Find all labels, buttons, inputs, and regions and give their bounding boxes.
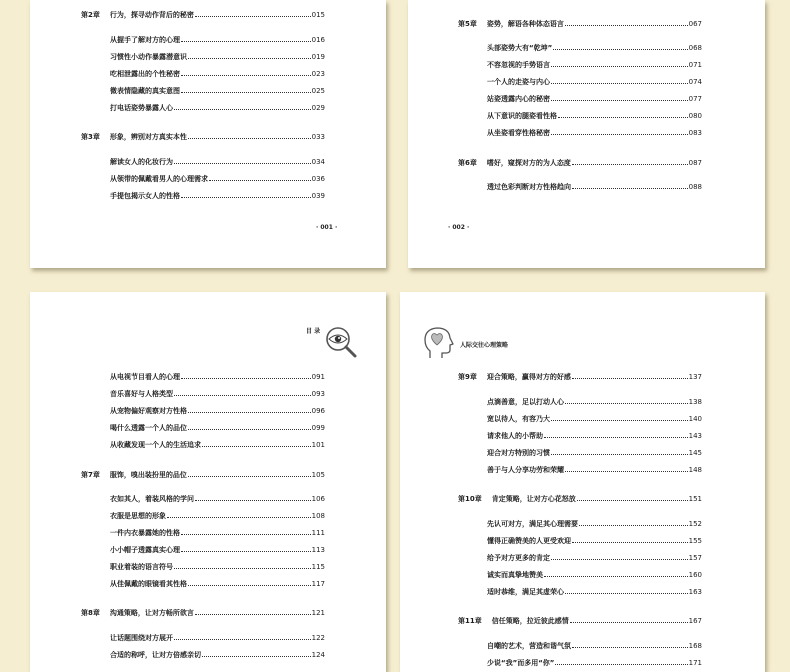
dot-leader <box>188 476 311 477</box>
toc-entry[interactable] <box>487 43 702 53</box>
toc-entry[interactable] <box>110 389 325 399</box>
toc-entry[interactable] <box>487 128 702 138</box>
entry-title: 给予对方更多的肯定 <box>487 554 550 562</box>
page-number: 113 <box>311 546 325 554</box>
dot-leader <box>181 197 311 198</box>
entry-title: 点滴善意，足以打动人心 <box>487 398 564 406</box>
toc-chapter-9[interactable] <box>458 372 702 382</box>
page-number: 111 <box>311 529 325 537</box>
folio-page-number: · 002 · <box>448 224 470 231</box>
book-page-002 <box>408 0 765 268</box>
dot-leader <box>551 559 688 560</box>
toc-entry[interactable] <box>487 182 702 192</box>
toc-entry[interactable] <box>110 494 325 504</box>
page-number: 033 <box>311 133 325 141</box>
toc-chapter-5[interactable] <box>458 19 702 29</box>
chapter-title: 服饰，嗅出装扮里的品位 <box>109 471 187 479</box>
page-number: 087 <box>688 159 702 167</box>
dot-leader <box>181 75 311 76</box>
toc-entry[interactable] <box>110 440 325 450</box>
chapter-title: 沟通策略，让对方畅所欲言 <box>109 609 194 617</box>
dot-leader <box>558 117 688 118</box>
entry-title: 习惯性小动作暴露潜意识 <box>110 53 187 61</box>
book-page-toc <box>30 292 386 672</box>
chapter-number: 第10章 <box>458 495 482 503</box>
toc-chapter-6[interactable] <box>458 158 702 168</box>
page-number: 171 <box>688 659 702 667</box>
dot-leader <box>553 49 687 50</box>
entry-title: 从电视节目看人的心理 <box>110 373 180 381</box>
toc-entry[interactable] <box>487 553 702 563</box>
entry-title: 从宠物偏好观察对方性格 <box>110 407 187 415</box>
page-number: 096 <box>311 407 325 415</box>
toc-entry[interactable] <box>110 650 325 660</box>
entry-title: 站姿透露内心的秘密 <box>487 95 550 103</box>
chapter-title: 迎合策略，赢得对方的好感 <box>486 373 571 381</box>
toc-entry[interactable] <box>110 511 325 521</box>
page-number: 067 <box>688 20 702 28</box>
entry-title: 一件内衣暴露她的性格 <box>110 529 180 537</box>
toc-chapter-8[interactable] <box>81 608 325 618</box>
dot-leader <box>188 138 311 139</box>
page-number: 117 <box>311 580 325 588</box>
dot-leader <box>174 163 311 164</box>
page-number: 140 <box>688 415 702 423</box>
page-number: 015 <box>311 11 325 19</box>
toc-entry[interactable] <box>487 641 702 651</box>
entry-title: 请求他人的小帮助 <box>487 432 543 440</box>
page-number: 152 <box>688 520 702 528</box>
dot-leader <box>551 83 688 84</box>
running-header <box>306 326 320 335</box>
page-number: 157 <box>688 554 702 562</box>
page-number: 151 <box>688 495 702 503</box>
header-title: 人际交往心理策略 <box>460 342 509 349</box>
dot-leader <box>188 585 311 586</box>
toc-entry[interactable] <box>110 579 325 589</box>
dot-leader <box>551 134 688 135</box>
page-number: 115 <box>311 563 325 571</box>
page-number: 167 <box>688 617 702 625</box>
dot-leader <box>570 622 688 623</box>
page-number: 023 <box>311 70 325 78</box>
toc-chapter-7[interactable] <box>81 470 325 480</box>
toc-entry[interactable] <box>110 69 325 79</box>
header-title: 目 录 <box>306 328 321 335</box>
dot-leader <box>565 593 688 594</box>
book-page-001 <box>30 0 386 268</box>
toc-entry[interactable] <box>487 448 702 458</box>
dot-leader <box>195 500 311 501</box>
entry-title: 自嘲的艺术，营造和谐气氛 <box>487 642 571 650</box>
toc-entry[interactable] <box>487 536 702 546</box>
toc-entry[interactable] <box>487 519 702 529</box>
dot-leader <box>209 180 311 181</box>
entry-title: 解读女人的化妆行为 <box>110 158 173 166</box>
dot-leader <box>202 656 311 657</box>
chapter-number: 第5章 <box>458 20 477 28</box>
entry-title: 衣服是思想的形象 <box>110 512 166 520</box>
dot-leader <box>565 471 688 472</box>
dot-leader <box>544 437 688 438</box>
page-number: 122 <box>311 634 325 642</box>
dot-leader <box>188 58 311 59</box>
entry-title: 从领带的佩戴看男人的心理需求 <box>110 175 208 183</box>
page-number: 124 <box>311 651 325 659</box>
page-number: 105 <box>311 471 325 479</box>
chapter-title: 信任策略，拉近彼此感情 <box>491 617 569 625</box>
toc-entry[interactable] <box>110 35 325 45</box>
page-number: 145 <box>688 449 702 457</box>
page-number: 155 <box>688 537 702 545</box>
page-number: 036 <box>311 175 325 183</box>
toc-entry[interactable] <box>487 587 702 597</box>
entry-title: 不容忽视的手势语言 <box>487 61 550 69</box>
dot-leader <box>167 517 311 518</box>
entry-title: 透过色彩判断对方性格趋向 <box>487 183 571 191</box>
toc-entry[interactable] <box>110 423 325 433</box>
entry-title: 适时恭维，满足其虚荣心 <box>487 588 564 596</box>
entry-title: 善于与人分享功劳和荣耀 <box>487 466 564 474</box>
dot-leader <box>174 568 311 569</box>
folio-page-number: · 001 · <box>316 224 338 231</box>
page-number: 068 <box>688 44 702 52</box>
page-number: 019 <box>311 53 325 61</box>
dot-leader <box>572 164 688 165</box>
chapter-title: 行为，探寻动作背后的秘密 <box>109 11 194 19</box>
dot-leader <box>555 664 687 665</box>
page-number: 025 <box>311 87 325 95</box>
page-number: 168 <box>688 642 702 650</box>
toc-entry[interactable] <box>110 528 325 538</box>
page-number: 106 <box>311 495 325 503</box>
chapter-number: 第9章 <box>458 373 477 381</box>
dot-leader <box>572 542 688 543</box>
toc-entry[interactable] <box>487 397 702 407</box>
chapter-title: 形象，辨别对方真实本性 <box>109 133 187 141</box>
dot-leader <box>551 66 688 67</box>
chapter-number: 第6章 <box>458 159 477 167</box>
dot-leader <box>174 395 311 396</box>
running-header <box>460 340 508 349</box>
page-number: 121 <box>311 609 325 617</box>
page-number: 034 <box>311 158 325 166</box>
dot-leader <box>181 551 311 552</box>
toc-chapter-11[interactable] <box>458 616 702 626</box>
chapter-title: 肯定策略，让对方心花怒放 <box>491 495 576 503</box>
entry-title: 从握手了解对方的心理 <box>110 36 180 44</box>
toc-entry[interactable] <box>487 111 702 121</box>
dot-leader <box>551 100 688 101</box>
toc-entry[interactable] <box>110 633 325 643</box>
entry-title: 让话题围绕对方展开 <box>110 634 173 642</box>
toc-entry[interactable] <box>487 431 702 441</box>
toc-entry[interactable] <box>110 191 325 201</box>
page-number: 088 <box>688 183 702 191</box>
entry-title: 少说“我”而多用“你” <box>487 659 555 667</box>
entry-title: 职业着装的语言符号 <box>110 563 173 571</box>
page-number: 143 <box>688 432 702 440</box>
page-number: 101 <box>311 441 325 449</box>
entry-title: 小小帽子透露真实心理 <box>110 546 180 554</box>
dot-leader <box>572 188 688 189</box>
chapter-title: 嗜好，窥探对方的为人态度 <box>486 159 571 167</box>
dot-leader <box>174 639 311 640</box>
toc-entry[interactable] <box>110 86 325 96</box>
entry-title: 懂得正确赞美的人更受欢迎 <box>487 537 571 545</box>
page-number: 091 <box>311 373 325 381</box>
page-number: 071 <box>688 61 702 69</box>
toc-chapter-3[interactable] <box>81 132 325 142</box>
dot-leader <box>181 41 311 42</box>
chapter-number: 第7章 <box>81 471 100 479</box>
page-number: 083 <box>688 129 702 137</box>
entry-title: 吃相泄露出的个性秘密 <box>110 70 180 78</box>
entry-title: 宽以待人，有容乃大 <box>487 415 550 423</box>
entry-title: 手提包揭示女人的性格 <box>110 192 180 200</box>
dot-leader <box>202 446 311 447</box>
toc-entry[interactable] <box>110 562 325 572</box>
toc-entry[interactable] <box>110 103 325 113</box>
entry-title: 头部姿势大有“乾坤” <box>487 44 553 52</box>
entry-title: 一个人的走姿与内心 <box>487 78 550 86</box>
entry-title: 从下意识的腿姿看性格 <box>487 112 557 120</box>
toc-entry[interactable] <box>487 77 702 87</box>
toc-entry[interactable] <box>110 545 325 555</box>
toc-entry[interactable] <box>487 94 702 104</box>
page-number: 077 <box>688 95 702 103</box>
page-number: 029 <box>311 104 325 112</box>
page-number: 137 <box>688 373 702 381</box>
toc-entry[interactable] <box>110 406 325 416</box>
page-number: 093 <box>311 390 325 398</box>
page-number: 074 <box>688 78 702 86</box>
dot-leader <box>174 109 311 110</box>
dot-leader <box>544 576 688 577</box>
toc-entry[interactable] <box>487 414 702 424</box>
entry-title: 从坐姿看穿性格秘密 <box>487 129 550 137</box>
entry-title: 音乐喜好与人格类型 <box>110 390 173 398</box>
dot-leader <box>565 25 688 26</box>
chapter-number: 第3章 <box>81 133 100 141</box>
chapter-number: 第8章 <box>81 609 100 617</box>
page-number: 080 <box>688 112 702 120</box>
dot-leader <box>579 525 688 526</box>
page-number: 148 <box>688 466 702 474</box>
toc-chapter-10[interactable] <box>458 494 702 504</box>
entry-title: 喝什么透露一个人的品位 <box>110 424 187 432</box>
toc-entry[interactable] <box>110 174 325 184</box>
entry-title: 从佳佩戴的眼镜看其性格 <box>110 580 187 588</box>
page-number: 138 <box>688 398 702 406</box>
chapter-number: 第2章 <box>81 11 100 19</box>
entry-title: 先认可对方，满足其心理需要 <box>487 520 578 528</box>
page-number: 108 <box>311 512 325 520</box>
dot-leader <box>577 500 688 501</box>
dot-leader <box>188 412 311 413</box>
toc-entry[interactable] <box>110 52 325 62</box>
book-page-running-header <box>400 292 765 672</box>
chapter-title: 姿势，解语各种体态语言 <box>486 20 564 28</box>
page-number: 160 <box>688 571 702 579</box>
entry-title: 从收藏发现一个人的生活追求 <box>110 441 201 449</box>
toc-chapter-2[interactable] <box>81 10 325 20</box>
toc-entry[interactable] <box>110 372 325 382</box>
dot-leader <box>551 454 688 455</box>
toc-entry[interactable] <box>487 465 702 475</box>
dot-leader <box>188 429 311 430</box>
toc-entry[interactable] <box>487 570 702 580</box>
chapter-number: 第11章 <box>458 617 482 625</box>
page-number: 163 <box>688 588 702 596</box>
entry-title: 迎合对方特别的习惯 <box>487 449 550 457</box>
entry-title: 打电话姿势暴露人心 <box>110 104 173 112</box>
entry-title: 合适的称呼，让对方倍感亲切 <box>110 651 201 659</box>
toc-entry[interactable] <box>110 157 325 167</box>
dot-leader <box>195 16 311 17</box>
entry-title: 衣如其人，着装风格的学问 <box>110 495 194 503</box>
dot-leader <box>181 534 311 535</box>
dot-leader <box>565 403 688 404</box>
dot-leader <box>572 647 688 648</box>
eye-magnifier-icon <box>324 325 360 359</box>
dot-leader <box>551 420 688 421</box>
dot-leader <box>181 92 311 93</box>
head-heart-icon <box>422 325 458 361</box>
toc-entry[interactable] <box>487 60 702 70</box>
page-number: 016 <box>311 36 325 44</box>
dot-leader <box>195 614 311 615</box>
dot-leader <box>181 378 311 379</box>
entry-title: 诚实而真挚地赞美 <box>487 571 543 579</box>
entry-title: 微表情隐藏的真实意图 <box>110 87 180 95</box>
dot-leader <box>572 378 688 379</box>
page-number: 099 <box>311 424 325 432</box>
page-number: 039 <box>311 192 325 200</box>
